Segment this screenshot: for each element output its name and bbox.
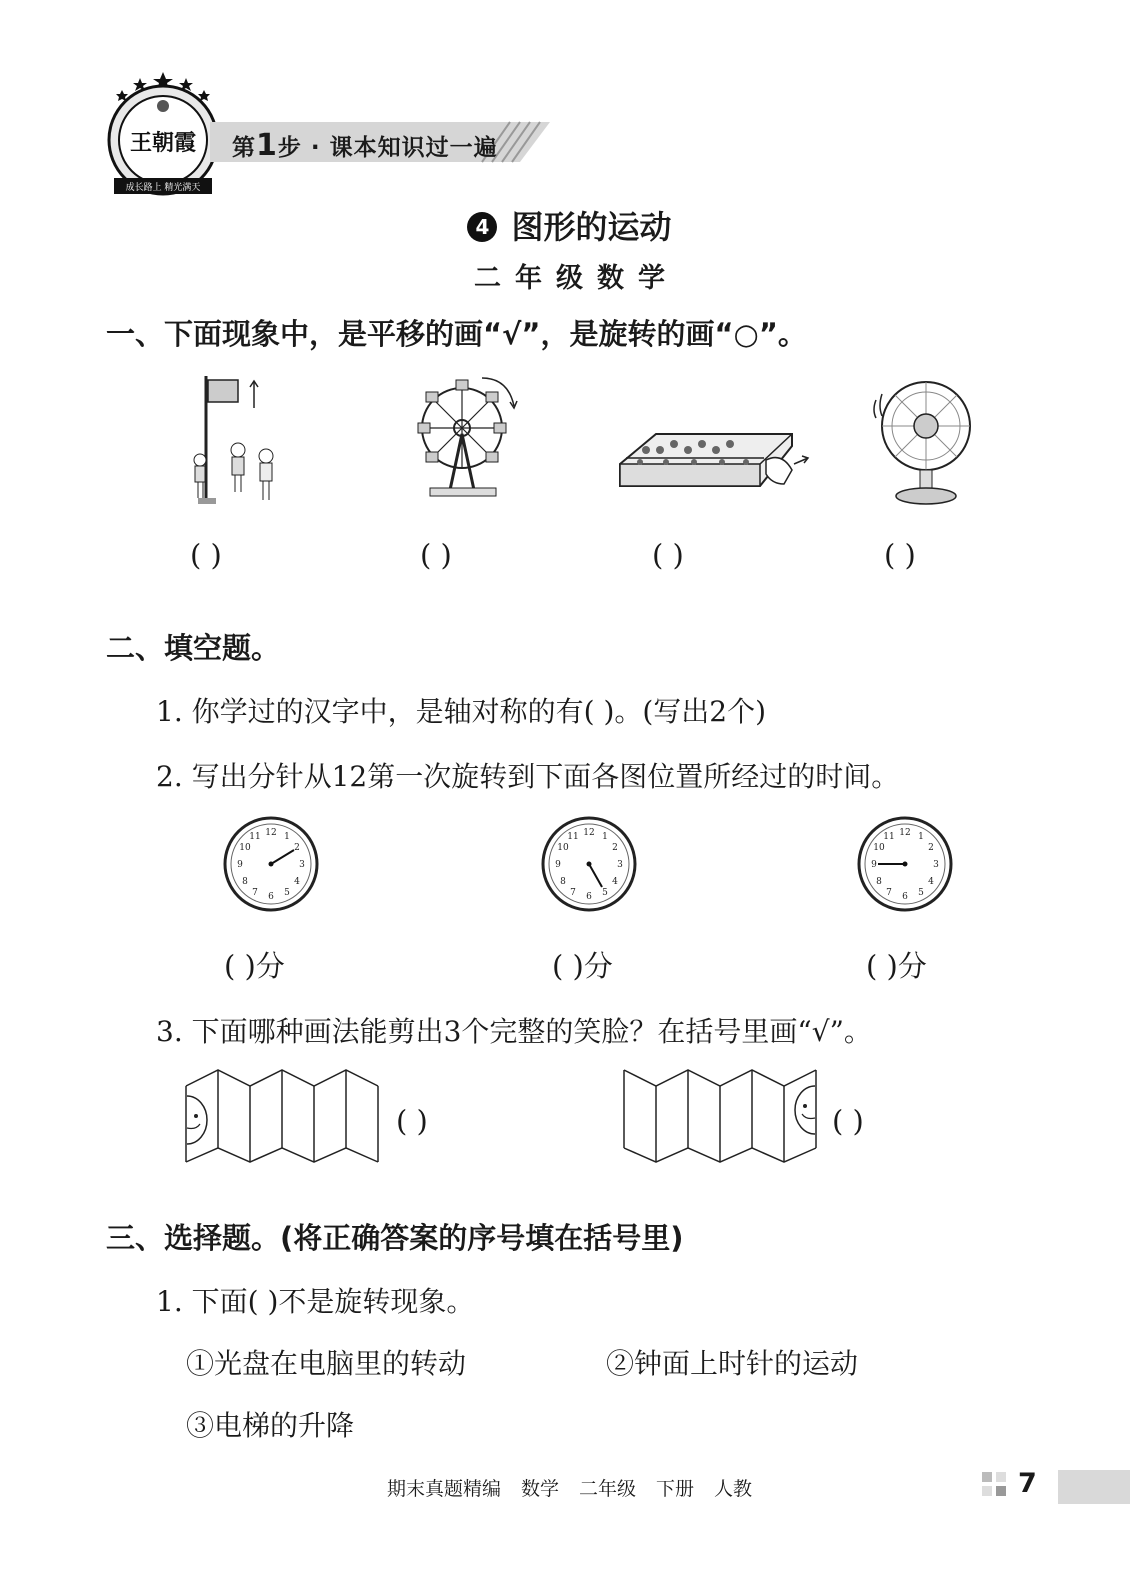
paper-answer-2[interactable]: ( ) (832, 1104, 864, 1138)
section3-heading: 三、选择题。(将正确答案的序号填在括号里) (106, 1221, 684, 1255)
clock-face-1 (222, 815, 320, 913)
svg-text:4: 4 (612, 877, 618, 887)
folded-paper-option-2 (622, 1066, 828, 1166)
unit-title: 4 图形的运动 (0, 202, 1139, 248)
svg-text:7: 7 (252, 888, 258, 898)
option-2: ②钟面上时针的运动 (606, 1347, 859, 1380)
svg-text:4: 4 (294, 877, 300, 887)
brand-logo (104, 70, 222, 202)
footer-book-info: 期末真题精编 数学 二年级 下册 人教 (386, 1478, 753, 1500)
svg-text:12: 12 (583, 828, 595, 838)
option-3: ③电梯的升降 (186, 1409, 355, 1442)
svg-text:8: 8 (560, 877, 566, 887)
svg-text:3: 3 (617, 860, 623, 870)
electric-fan-icon (870, 376, 978, 510)
svg-text:王朝霞: 王朝霞 (129, 130, 197, 156)
clock-face-2 (540, 815, 638, 913)
question-2-1: 1. 你学过的汉字中，是轴对称的有( )。(写出2个) (156, 695, 767, 728)
ferris-wheel-icon (410, 372, 522, 500)
svg-text:5: 5 (284, 888, 290, 898)
paper-answer-1[interactable]: ( ) (396, 1104, 428, 1138)
svg-text:12: 12 (265, 828, 277, 838)
question-2-3: 3. 下面哪种画法能剪出3个完整的笑脸？在括号里画“√”。 (156, 1015, 872, 1048)
svg-text:9: 9 (237, 860, 243, 870)
svg-text:7: 7 (570, 888, 576, 898)
flag-raising-icon (186, 372, 282, 510)
svg-text:2: 2 (294, 843, 300, 853)
svg-text:12: 12 (899, 828, 911, 838)
question-3-1: 1. 下面( )不是旋转现象。 (156, 1285, 475, 1318)
svg-text:11: 11 (249, 832, 261, 842)
svg-text:3: 3 (933, 860, 939, 870)
svg-text:成长路上 精光满天: 成长路上 精光满天 (125, 183, 201, 193)
svg-text:11: 11 (883, 832, 895, 842)
section2-heading: 二、填空题。 (106, 631, 281, 665)
answer-blank-1[interactable]: ( ) (190, 538, 222, 572)
svg-text:3: 3 (299, 860, 305, 870)
question-2-2: 2. 写出分针从12第一次旋转到下面各图位置所经过的时间。 (156, 760, 900, 793)
svg-text:9: 9 (555, 860, 561, 870)
answer-blank-2[interactable]: ( ) (420, 538, 452, 572)
option-1: ①光盘在电脑里的转动 (186, 1347, 467, 1380)
answer-blank-3[interactable]: ( ) (652, 538, 684, 572)
clock-answer-2[interactable]: ( )分 (552, 949, 613, 983)
svg-text:6: 6 (902, 892, 908, 902)
subject-title: 二年级数学 (474, 263, 679, 294)
svg-text:10: 10 (557, 843, 569, 853)
svg-text:8: 8 (242, 877, 248, 887)
answer-blank-4[interactable]: ( ) (884, 538, 916, 572)
svg-text:5: 5 (918, 888, 924, 898)
folded-paper-option-1 (184, 1066, 390, 1166)
svg-text:1: 1 (284, 832, 290, 842)
svg-text:10: 10 (239, 843, 251, 853)
page-number: 7 (1018, 1468, 1037, 1499)
clock-face-3 (856, 815, 954, 913)
page-tab (1058, 1470, 1130, 1504)
svg-text:10: 10 (873, 843, 885, 853)
svg-text:1: 1 (918, 832, 924, 842)
svg-text:1: 1 (602, 832, 608, 842)
svg-text:2: 2 (928, 843, 934, 853)
svg-text:8: 8 (876, 877, 882, 887)
svg-text:2: 2 (612, 843, 618, 853)
clock-answer-3[interactable]: ( )分 (866, 949, 927, 983)
abacus-icon (616, 424, 812, 504)
svg-text:9: 9 (871, 860, 877, 870)
page-corner-squares (980, 1470, 1012, 1502)
svg-text:4: 4 (928, 877, 934, 887)
svg-text:6: 6 (268, 892, 274, 902)
clock-answer-1[interactable]: ( )分 (224, 949, 285, 983)
svg-text:5: 5 (602, 888, 608, 898)
section1-heading: 一、下面现象中，是平移的画“√”，是旋转的画“○”。 (106, 317, 807, 351)
svg-text:11: 11 (567, 832, 579, 842)
svg-text:6: 6 (586, 892, 592, 902)
step-label: 第1步 · 课本知识过一遍 (232, 128, 498, 163)
svg-text:7: 7 (886, 888, 892, 898)
unit-number-badge: 4 (467, 212, 497, 242)
